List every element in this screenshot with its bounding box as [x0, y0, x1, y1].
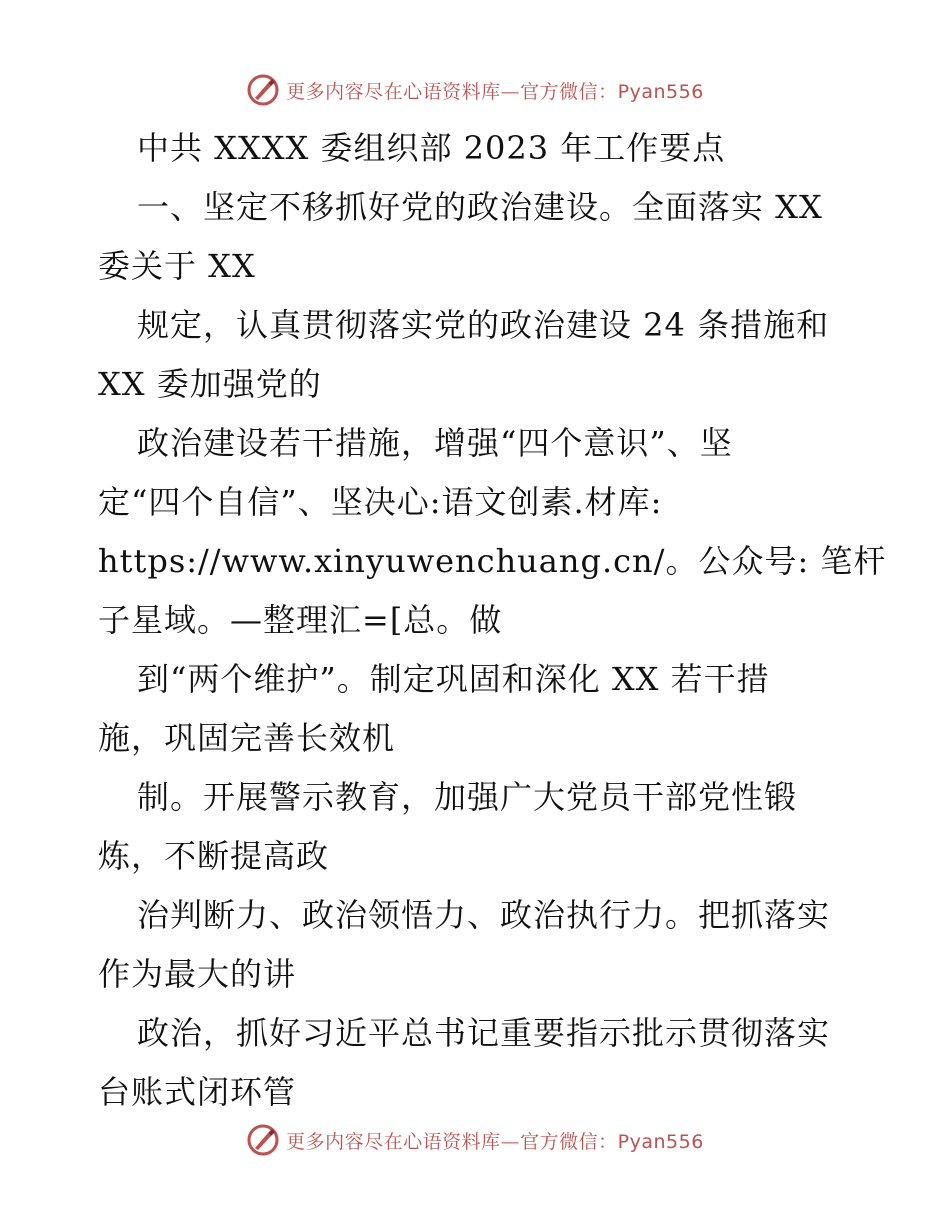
- banner-wechat: 官方微信：Pyan556: [520, 80, 704, 103]
- banner-dash: —: [500, 80, 521, 103]
- banner-title: 更多内容尽在心语资料库: [286, 80, 501, 103]
- doc-line-11: 制。开展警示教育，加强广大党员干部党性锻: [137, 778, 798, 816]
- doc-line-8: 子星域。—整理汇=[总。做: [98, 601, 503, 639]
- pen-logo-icon: [246, 73, 280, 107]
- doc-line-14: 作为最大的讲: [98, 955, 297, 993]
- banner-title-bottom: 更多内容尽在心语资料库: [286, 1130, 501, 1153]
- doc-title: 中共 XXXX 委组织部 2023 年工作要点: [137, 129, 726, 167]
- banner-wechat-bottom: 官方微信：Pyan556: [520, 1130, 704, 1153]
- doc-line-5: 政治建设若干措施，增强“四个意识”、坚: [137, 424, 733, 462]
- doc-line-7: https://www.xinyuwenchuang.cn/。公众号: 笔杆: [98, 542, 887, 580]
- doc-line-10: 施，巩固完善长效机: [98, 719, 396, 757]
- banner-text-bottom: [286, 1127, 704, 1154]
- doc-line-15: 政治，抓好习近平总书记重要指示批示贯彻落实: [137, 1014, 831, 1052]
- doc-line-3: 规定，认真贯彻落实党的政治建设 24 条措施和: [137, 306, 830, 344]
- doc-line-13: 治判断力、政治领悟力、政治执行力。把抓落实: [137, 896, 831, 934]
- doc-line-1: 一、坚定不移抓好党的政治建设。全面落实 XX: [137, 188, 823, 226]
- banner-inner-bottom: [246, 1123, 704, 1157]
- doc-line-4: XX 委加强党的: [98, 365, 322, 403]
- doc-line-9: 到“两个维护”。制定巩固和深化 XX 若干措: [137, 660, 770, 698]
- doc-line-16: 台账式闭环管: [98, 1073, 297, 1111]
- header-banner: [0, 70, 950, 110]
- doc-line-2: 委关于 XX: [98, 247, 256, 285]
- footer-banner: [0, 1120, 950, 1160]
- banner-dash-bottom: —: [500, 1130, 521, 1153]
- doc-line-12: 炼，不断提高政: [98, 837, 330, 875]
- banner-text: [286, 77, 704, 104]
- doc-line-6: 定“四个自信”、坚决心:语文创素.材库:: [98, 483, 663, 521]
- pen-logo-icon: [246, 1123, 280, 1157]
- banner-inner: [246, 73, 704, 107]
